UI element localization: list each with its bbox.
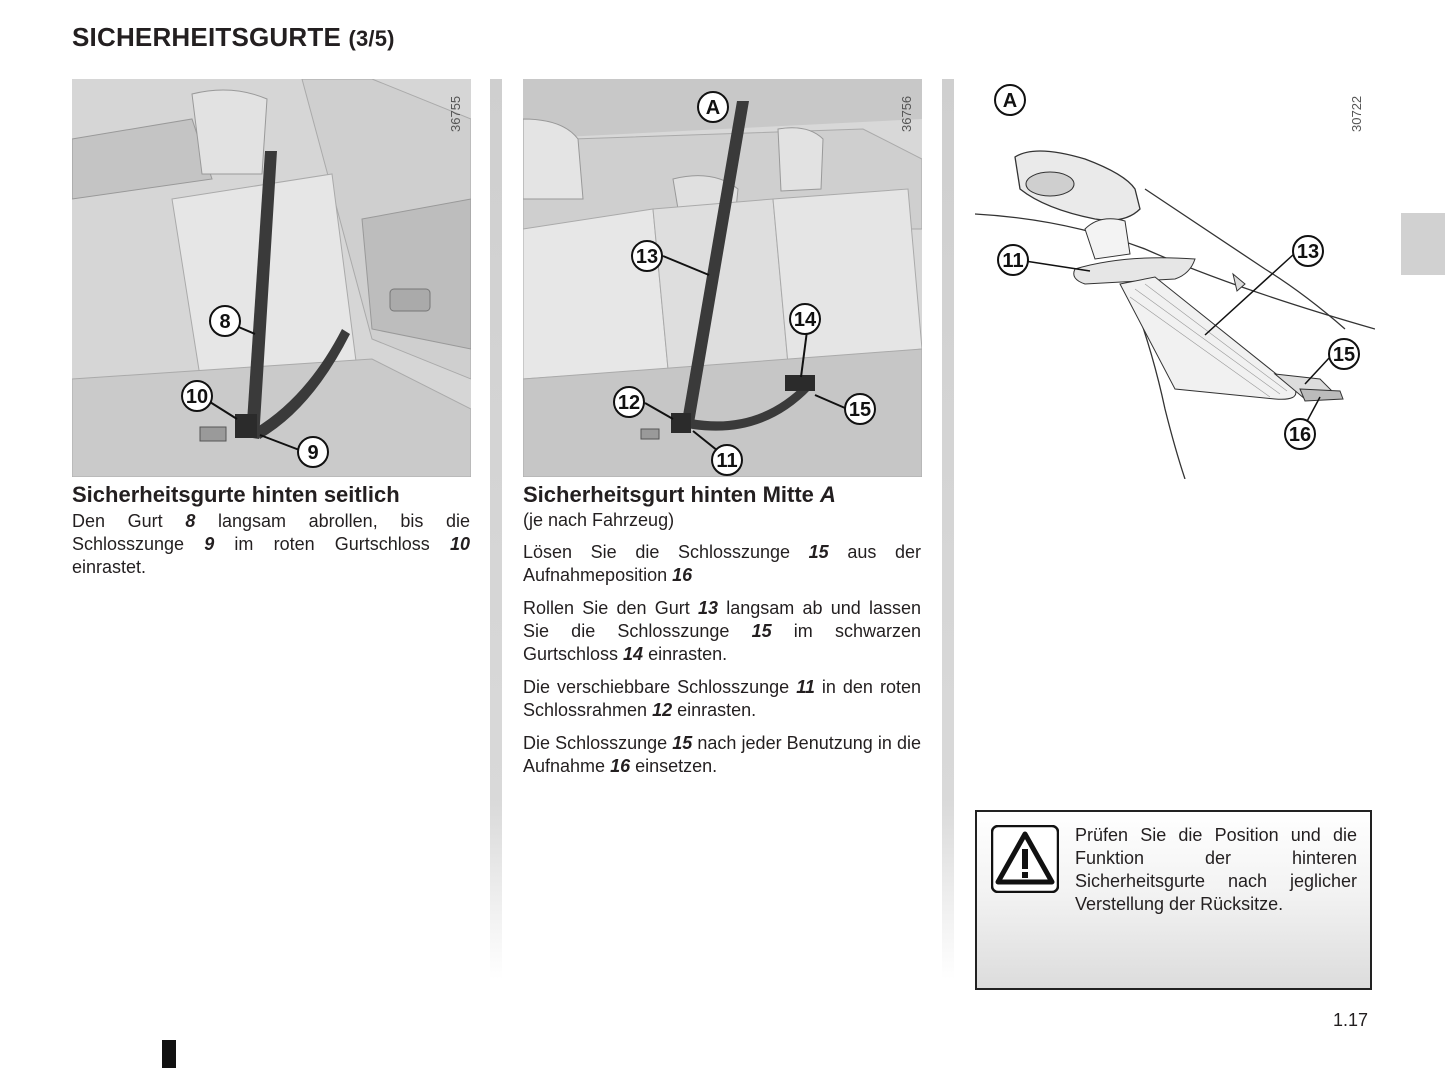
section-paragraph: Den Gurt 8 langsam abrollen, bis die Schlosszunge 9 im roten Gurtschloss 10 einrastet. <box>72 511 470 577</box>
column-divider <box>942 79 954 979</box>
section-heading: Sicherheitsgurt hinten Mitte A <box>523 482 836 507</box>
callout-label: A <box>705 97 721 119</box>
section-paragraph: Rollen Sie den Gurt 13 langsam ab und lassen Sie die Schlosszunge 15 im schwarzen Gurtschloss 14 einrasten. <box>523 598 922 664</box>
figure-code: 30722 <box>1349 95 1364 132</box>
callout-label: 11 <box>716 450 738 472</box>
page-title-text: SICHERHEITSGURTE <box>72 22 342 52</box>
warning-text: Prüfen Sie die Position und die Funktion der hinteren Sicherheitsgurte nach jeglicher Verstellung der Rücksitze. <box>1075 825 1357 914</box>
chapter-thumb-tab <box>1401 213 1445 275</box>
warning-triangle-icon <box>991 825 1059 893</box>
callout-label: 14 <box>793 309 817 331</box>
page-title <box>72 22 395 53</box>
figure-detail-a <box>975 79 1375 479</box>
figure-code: 36755 <box>448 95 463 132</box>
callout-label: 13 <box>635 246 659 268</box>
callout-label: 16 <box>1288 424 1312 446</box>
figure-code: 36756 <box>899 95 914 132</box>
figure-detail-label: A <box>1002 90 1018 112</box>
section-heading: Sicherheitsgurte hinten seitlich <box>72 482 400 507</box>
page-title-part: (3/5) <box>348 26 395 51</box>
section-subheading: (je nach Fahrzeug) <box>523 510 675 530</box>
section-paragraph: Die Schlosszunge 15 nach jeder Benutzung in die Aufnahme 16 einsetzen. <box>523 733 921 776</box>
warning-box <box>975 810 1372 990</box>
callout-label: 13 <box>1296 241 1320 263</box>
callout-label: 12 <box>617 392 641 414</box>
callout-label: 15 <box>1332 344 1356 366</box>
figure-middle-seat <box>523 79 922 477</box>
callout-label: 15 <box>848 399 872 421</box>
callout-label: 11 <box>1002 250 1024 272</box>
callout-label: 8 <box>219 311 231 333</box>
section-middle-belt <box>523 482 921 788</box>
print-marker <box>162 1040 176 1068</box>
page-number: 1.17 <box>1333 1010 1369 1030</box>
section-paragraph: Lösen Sie die Schlosszunge 15 aus der Aufnahmeposition 16 <box>523 542 921 585</box>
callout-label: 9 <box>307 442 319 464</box>
figure-side-seat <box>72 79 471 477</box>
section-paragraph: Die verschiebbare Schlosszunge 11 in den roten Schlossrahmen 12 einrasten. <box>523 677 921 720</box>
callout-label: 10 <box>185 386 209 408</box>
column-divider <box>490 79 502 979</box>
section-side-belts <box>72 482 470 589</box>
